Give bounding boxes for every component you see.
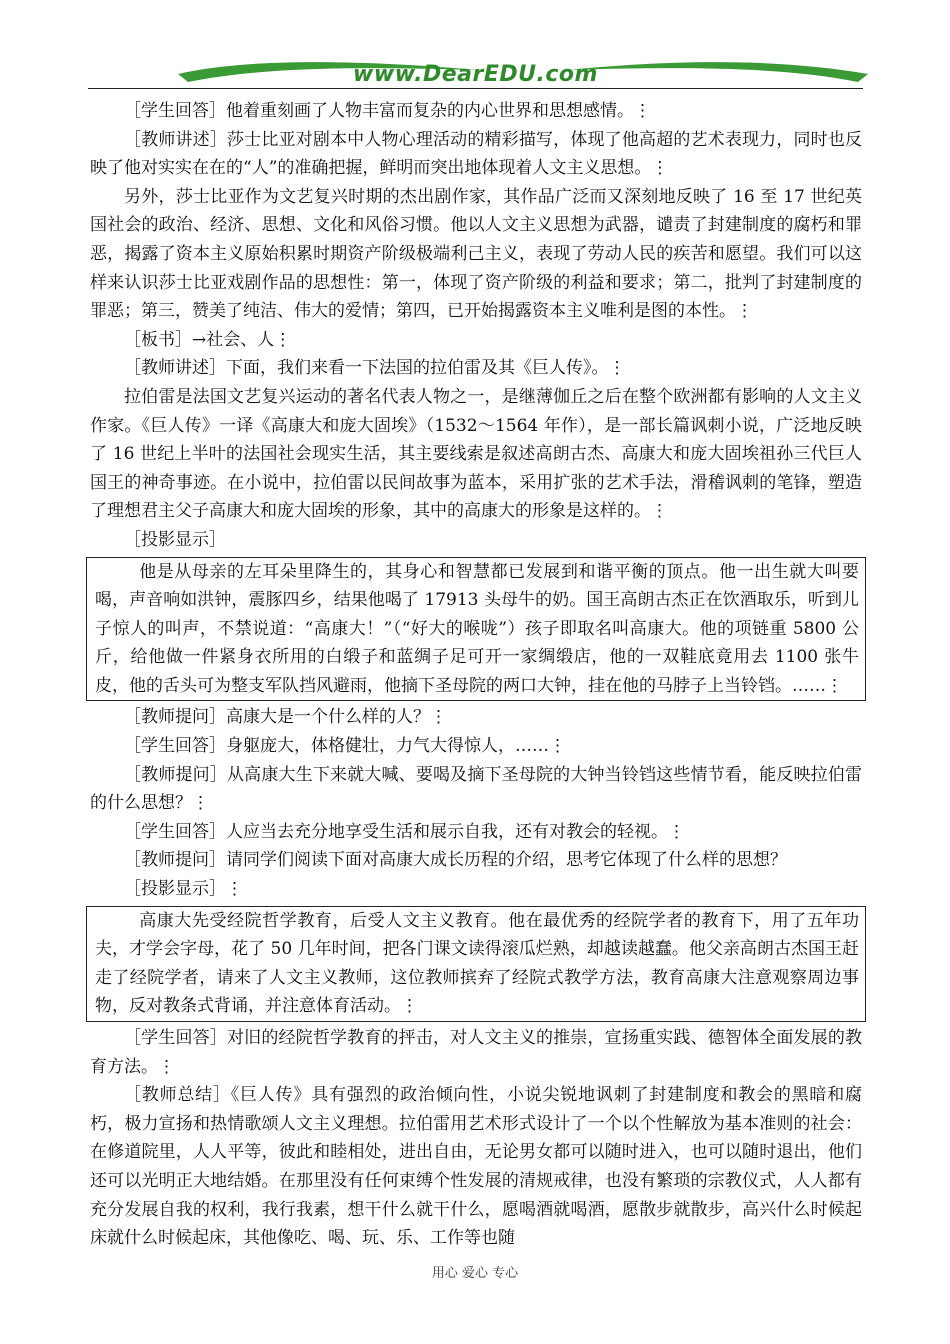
paragraph: ［学生回答］对旧的经院哲学教育的抨击，对人文主义的推崇，宣扬重实践、德智体全面发展的教育方法。⋮	[90, 1028, 862, 1077]
paragraph: ［教师讲述］莎士比亚对剧本中人物心理活动的精彩描写，体现了他高超的艺术表现力，同时也反映了他对实实在在的“人”的准确把握，鲜明而突出地体现着人文主义思想。⋮	[90, 129, 862, 179]
paragraph: ［教师总结］《巨人传》具有强烈的政治倾向性，小说尖锐地讽刺了封建制度和教会的黑暗和腐朽，极力宣扬和热情歌颂人文主义理想。拉伯雷用艺术形式设计了一个以个性解放为基本准则的社会：在修道院里，人人平等，彼此和睦相处，进出自由，无论男女都可以随时进入，也可以随时退出，他们还可以光明正大地结婚。在那里没有任何束缚个性发展的清规戒律，也没有繁琐的宗教仪式，人人都有充分发展自我的权利，我行我素，想干什么就干什么，愿喝酒就喝酒，愿散步就散步，高兴什么时候起床就什么时候起床，其他像吃、喝、玩、乐、工作等也随	[90, 1085, 862, 1249]
paragraph: ［教师提问］请同学们阅读下面对高康大成长历程的介绍，思考它体现了什么样的思想？	[124, 850, 787, 871]
paragraph: ［教师讲述］下面，我们来看一下法国的拉伯雷及其《巨人传》。⋮	[124, 358, 626, 379]
page-footer: 用心 爱心 专心	[431, 1266, 519, 1281]
projection-text: 他是从母亲的左耳朵里降生的，其身心和智慧都已发展到和谐平衡的顶点。他一出生就大叫要喝，声音响如洪钟，震豚四乡，结果他喝了 17913 头母牛的奶。国王高朗古杰正在饮酒取乐，听到儿子惊人的叫声，不禁说道：“高康大！”（“好大的喉咙”）孩子即取名叫高康大。他的项链重 5800 公斤，给他做一件紧身衣所用的白缎子和蓝绸子足可开一家绸缎店，他的一双鞋底竟用去 1100 张牛皮，他的舌头可为整支军队挡风避雨，他摘下圣母院的两口大钟，挂在他的马脖子上当铃铛。……⋮	[95, 561, 859, 696]
paragraph: ［投影显示］	[124, 529, 226, 550]
projection-text: 高康大先受经院哲学教育，后受人文主义教育。他在最优秀的经院学者的教育下，用了五年功夫，才学会字母，花了 50 几年时间，把各门课文读得滚瓜烂熟，却越读越蠢。他父亲高朗古杰国王赶走了经院学者，请来了人文主义教师，这位教师摈弃了经院式教学方法，教育高康大注意观察周边事物，反对教条式背诵，并注意体育活动。⋮	[95, 910, 859, 1017]
header-rule	[88, 88, 863, 89]
paragraph: ［教师提问］从高康大生下来就大喊、要喝及摘下圣母院的大钟当铃铛这些情节看，能反映拉伯雷的什么思想？⋮	[90, 764, 862, 814]
site-logo[interactable]: www.DearEDU.com	[353, 62, 598, 87]
paragraph: ［教师提问］高康大是一个什么样的人？⋮	[124, 707, 447, 728]
projection-box	[86, 557, 866, 702]
paragraph: ［学生回答］人应当去充分地享受生活和展示自我，还有对教会的轻视。⋮	[124, 821, 685, 842]
paragraph: ［学生回答］身躯庞大，体格健壮，力气大得惊人，……⋮	[124, 736, 566, 757]
paragraph: ［学生回答］他着重刻画了人物丰富而复杂的内心世界和思想感情。⋮	[124, 101, 651, 121]
page-header	[88, 56, 863, 90]
paragraph: ［板书］→社会、人⋮	[124, 329, 292, 350]
paragraph: ［投影显示］⋮	[124, 879, 243, 900]
paragraph: 另外，莎士比亚作为文艺复兴时期的杰出剧作家，其作品广泛而又深刻地反映了 16 至 17 世纪英国社会的政治、经济、思想、文化和风俗习惯。他以人文主义思想为武器，谴责了封建制度的腐朽和罪恶，揭露了资本主义原始积累时期资产阶级极端利己主义，表现了劳动人民的疾苦和愿望。我们可以这样来认识莎士比亚戏剧作品的思想性：第一，体现了资产阶级的利益和要求；第二，批判了封建制度的罪恶；第三，赞美了纯洁、伟大的爱情；第四，已开始揭露资本主义唯利是图的本性。⋮	[90, 186, 862, 322]
document-body	[90, 97, 862, 1253]
projection-box	[86, 906, 866, 1022]
paragraph: 拉伯雷是法国文艺复兴运动的著名代表人物之一，是继薄伽丘之后在整个欧洲都有影响的人文主义作家。《巨人传》一译《高康大和庞大固埃》（1532～1564 年作），是一部长篇讽刺小说，广泛地反映了 16 世纪上半叶的法国社会现实生活，其主要线索是叙述高朗古杰、高康大和庞大固埃祖孙三代巨人国王的神奇事迹。在小说中，拉伯雷以民间故事为蓝本，采用扩张的艺术手法，滑稽讽刺的笔锋，塑造了理想君主父子高康大和庞大固埃的形象，其中的高康大的形象是这样的。⋮	[90, 386, 862, 522]
